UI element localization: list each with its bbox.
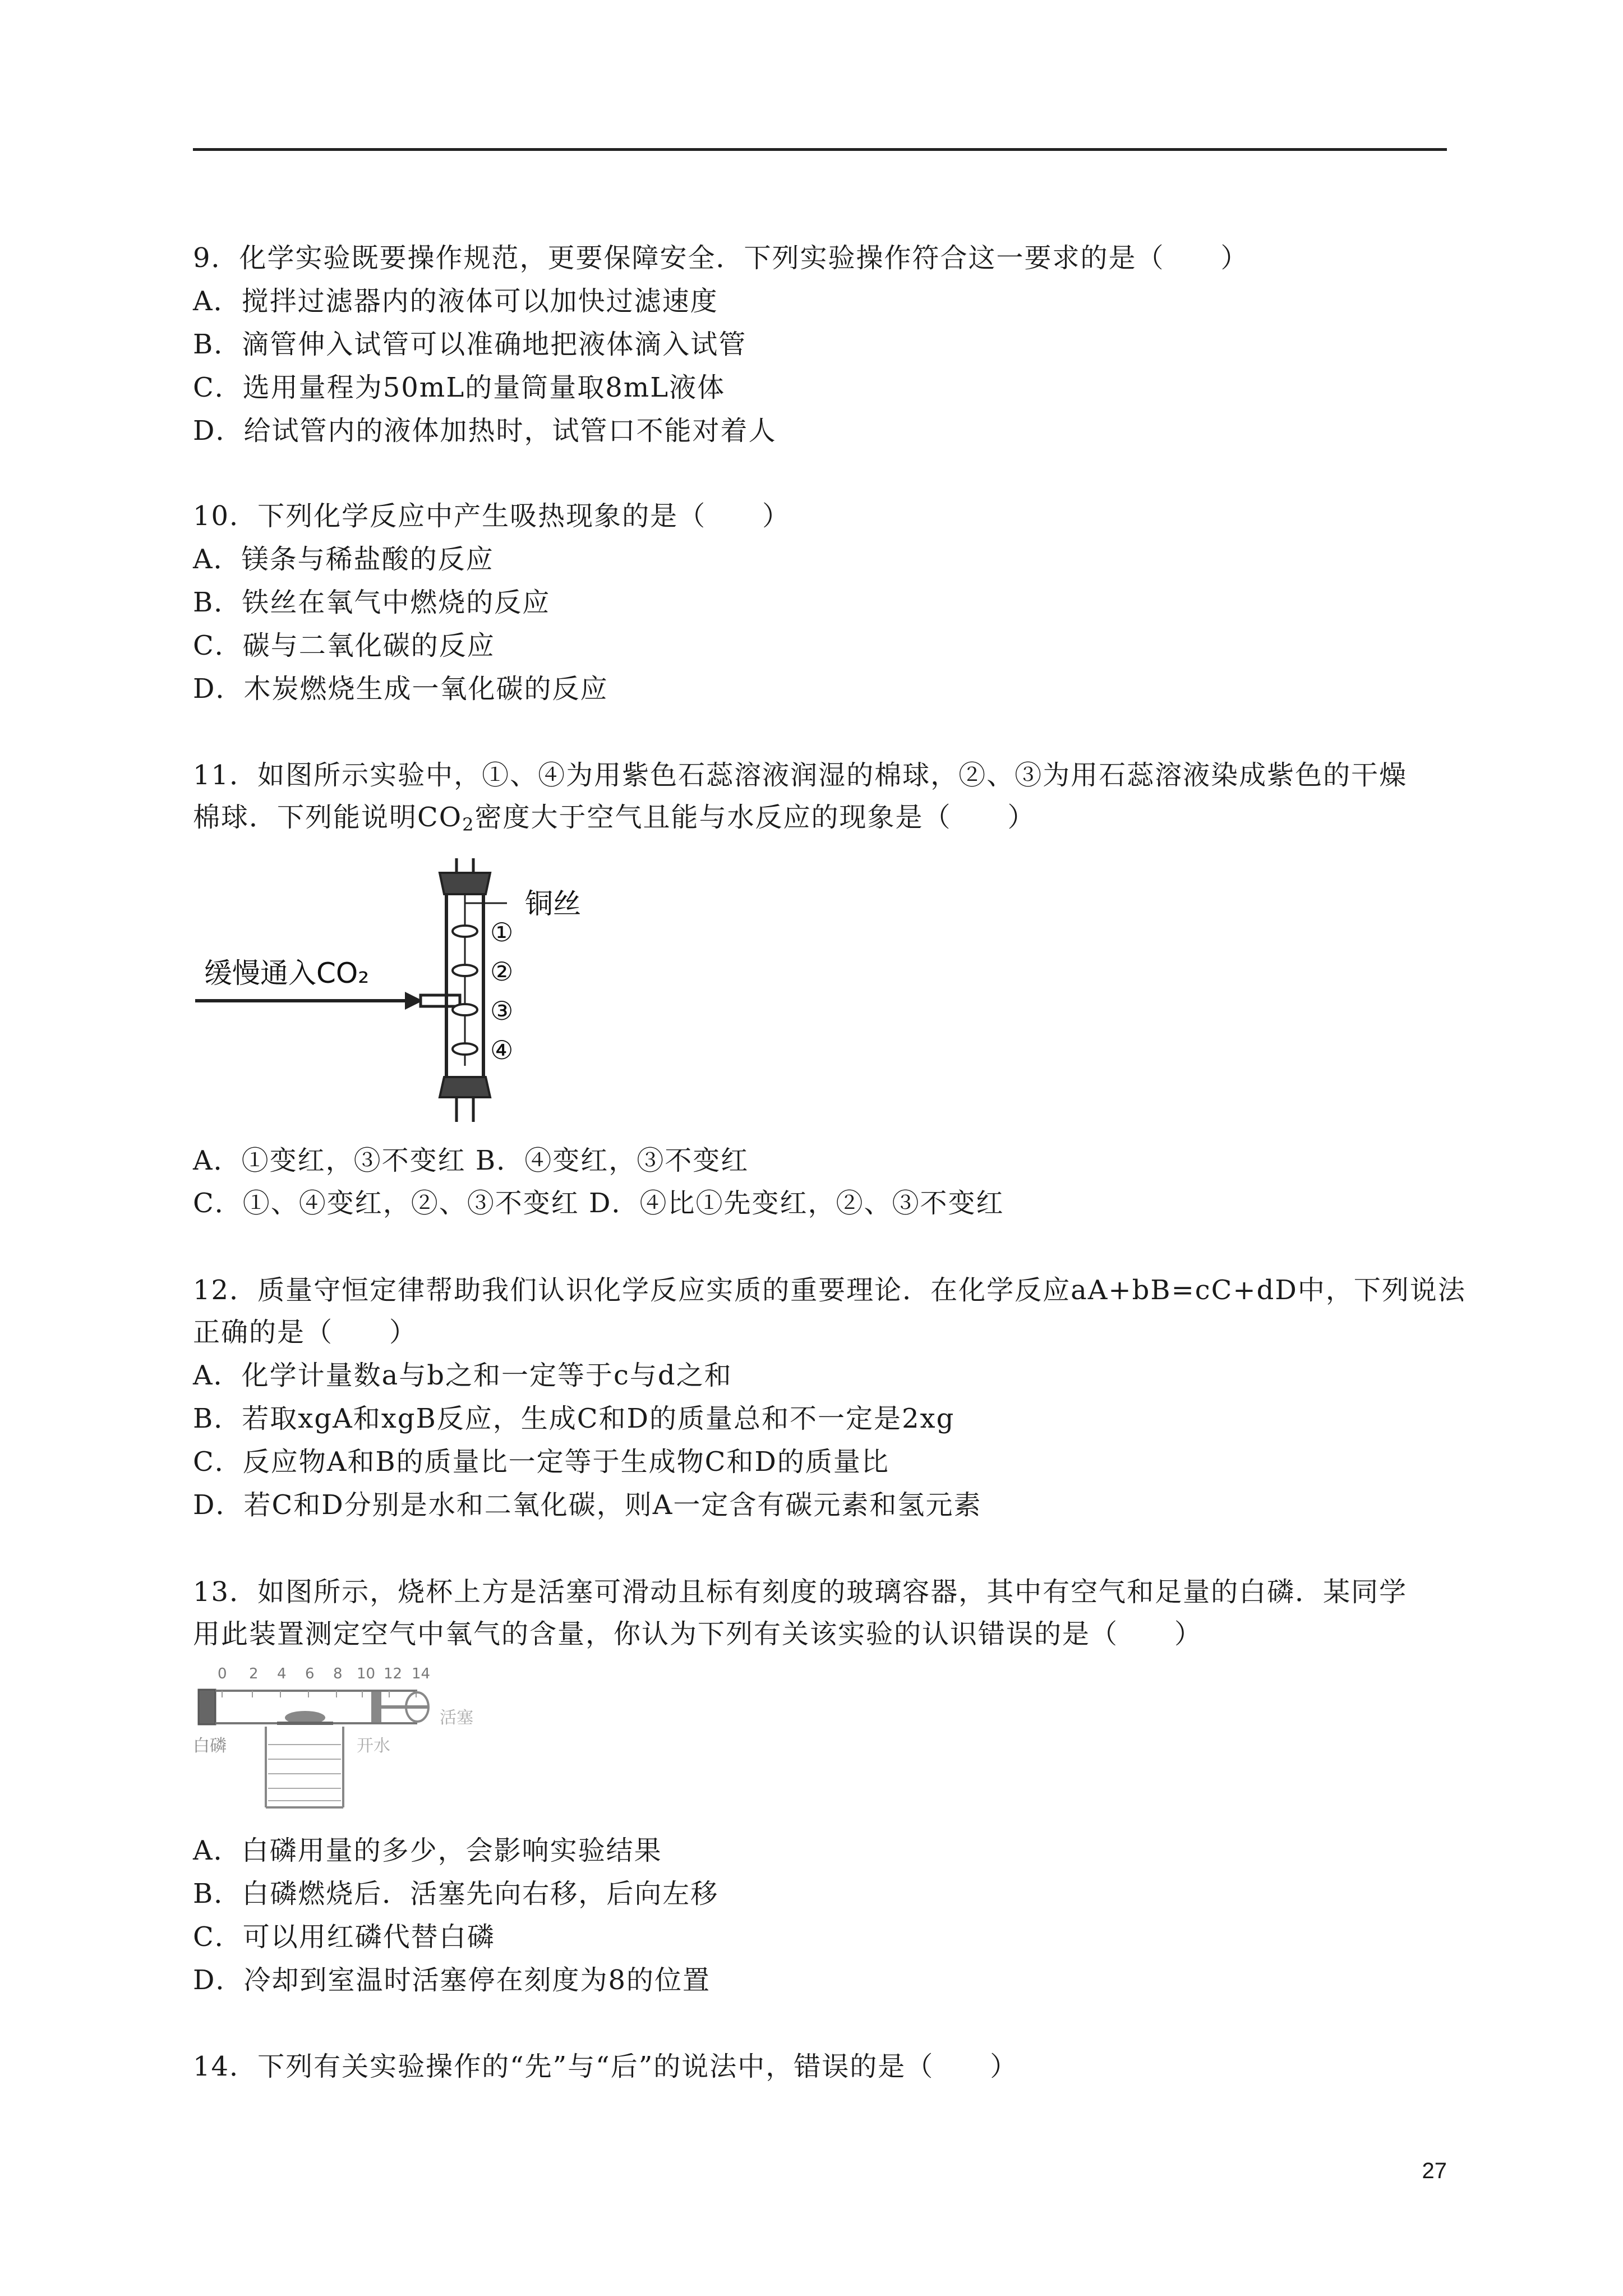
co2-arrow-label: 缓慢通入CO₂ (204, 957, 370, 990)
question-13-stem-line2: 用此装置测定空气中氧气的含量，你认为下列有关该实验的认识错误的是（ ） (193, 1618, 1203, 1650)
question-10-option-d: D．木炭燃烧生成一氧化碳的反应 (193, 673, 608, 705)
scale-12: 12 (384, 1665, 403, 1682)
white-phosphorus-apparatus-figure (193, 1660, 507, 1815)
question-10-stem: 10．下列化学反应中产生吸热现象的是（ ） (193, 500, 791, 532)
ball-label-3: ③ (490, 996, 514, 1026)
question-12-option-b: B．若取xgA和xgB反应，生成C和D的质量总和不一定是2xg (193, 1403, 955, 1434)
question-11-options-line2: C．①、④变红，②、③不变红 D．④比①先变红，②、③不变红 (193, 1188, 1004, 1219)
scale-8: 8 (333, 1665, 343, 1682)
question-13-option-b: B．白磷燃烧后．活塞先向右移，后向左移 (193, 1878, 719, 1910)
white-phosphorus-label: 白磷 (193, 1736, 227, 1756)
question-9-option-c: C．选用量程为50mL的量筒量取8mL液体 (193, 372, 726, 403)
question-9-option-b: B．滴管伸入试管可以准确地把液体滴入试管 (193, 329, 747, 360)
page-number: 27 (1422, 2159, 1447, 2183)
scale-0: 0 (218, 1665, 227, 1682)
question-10-option-a: A．镁条与稀盐酸的反应 (193, 544, 494, 575)
question-12-stem-line2: 正确的是（ ） (193, 1317, 418, 1348)
question-14-stem: 14．下列有关实验操作的“先”与“后”的说法中，错误的是（ ） (193, 2051, 1018, 2082)
header-rule (193, 148, 1447, 151)
question-11-stem-line2: 棉球．下列能说明$CO_2$密度大于空气且能与水反应的现象是（ ） (193, 802, 1036, 835)
question-11-options-line1: A．①变红，③不变红 B．④变红，③不变红 (193, 1145, 749, 1176)
question-13-stem-line1: 13．如图所示，烧杯上方是活塞可滑动且标有刻度的玻璃容器，其中有空气和足量的白磷．某同学 (193, 1576, 1408, 1608)
ball-label-1: ① (490, 917, 514, 947)
question-10-option-c: C．碳与二氧化碳的反应 (193, 630, 495, 661)
copper-wire-label: 铜丝 (525, 887, 581, 920)
question-11-stem-line1: 11．如图所示实验中，①、④为用紫色石蕊溶液润湿的棉球，②、③为用石蕊溶液染成紫色的干燥 (193, 760, 1408, 791)
scale-14: 14 (412, 1665, 431, 1682)
question-13-option-d: D．冷却到室温时活塞停在刻度为8的位置 (193, 1964, 711, 1996)
scale-10: 10 (357, 1665, 376, 1682)
question-13-option-c: C．可以用红磷代替白磷 (193, 1921, 495, 1953)
hot-water-label: 开水 (357, 1736, 390, 1756)
question-10-option-b: B．铁丝在氧气中燃烧的反应 (193, 587, 551, 618)
question-12-option-a: A．化学计量数a与b之和一定等于c与d之和 (193, 1360, 732, 1391)
scale-4: 4 (277, 1665, 287, 1682)
question-9-option-d: D．给试管内的液体加热时，试管口不能对着人 (193, 415, 777, 447)
question-9-stem: 9．化学实验既要操作规范，更要保障安全．下列实验操作符合这一要求的是（ ） (193, 242, 1249, 274)
piston-label: 活塞 (440, 1708, 473, 1728)
question-12-stem-line1: 12．质量守恒定律帮助我们认识化学反应实质的重要理论．在化学反应aA+bB=cC+dD中，下列说法 (193, 1274, 1466, 1306)
question-12-option-c: C．反应物A和B的质量比一定等于生成物C和D的质量比 (193, 1446, 889, 1478)
scale-2: 2 (249, 1665, 259, 1682)
ball-label-2: ② (490, 956, 514, 987)
scale-6: 6 (305, 1665, 315, 1682)
ball-label-4: ④ (490, 1035, 514, 1065)
question-13-option-a: A．白磷用量的多少，会影响实验结果 (193, 1835, 662, 1866)
question-9-option-a: A．搅拌过滤器内的液体可以加快过滤速度 (193, 286, 718, 317)
co2-tube-figure (193, 858, 619, 1122)
question-12-option-d: D．若C和D分别是水和二氧化碳，则A一定含有碳元素和氢元素 (193, 1489, 982, 1521)
